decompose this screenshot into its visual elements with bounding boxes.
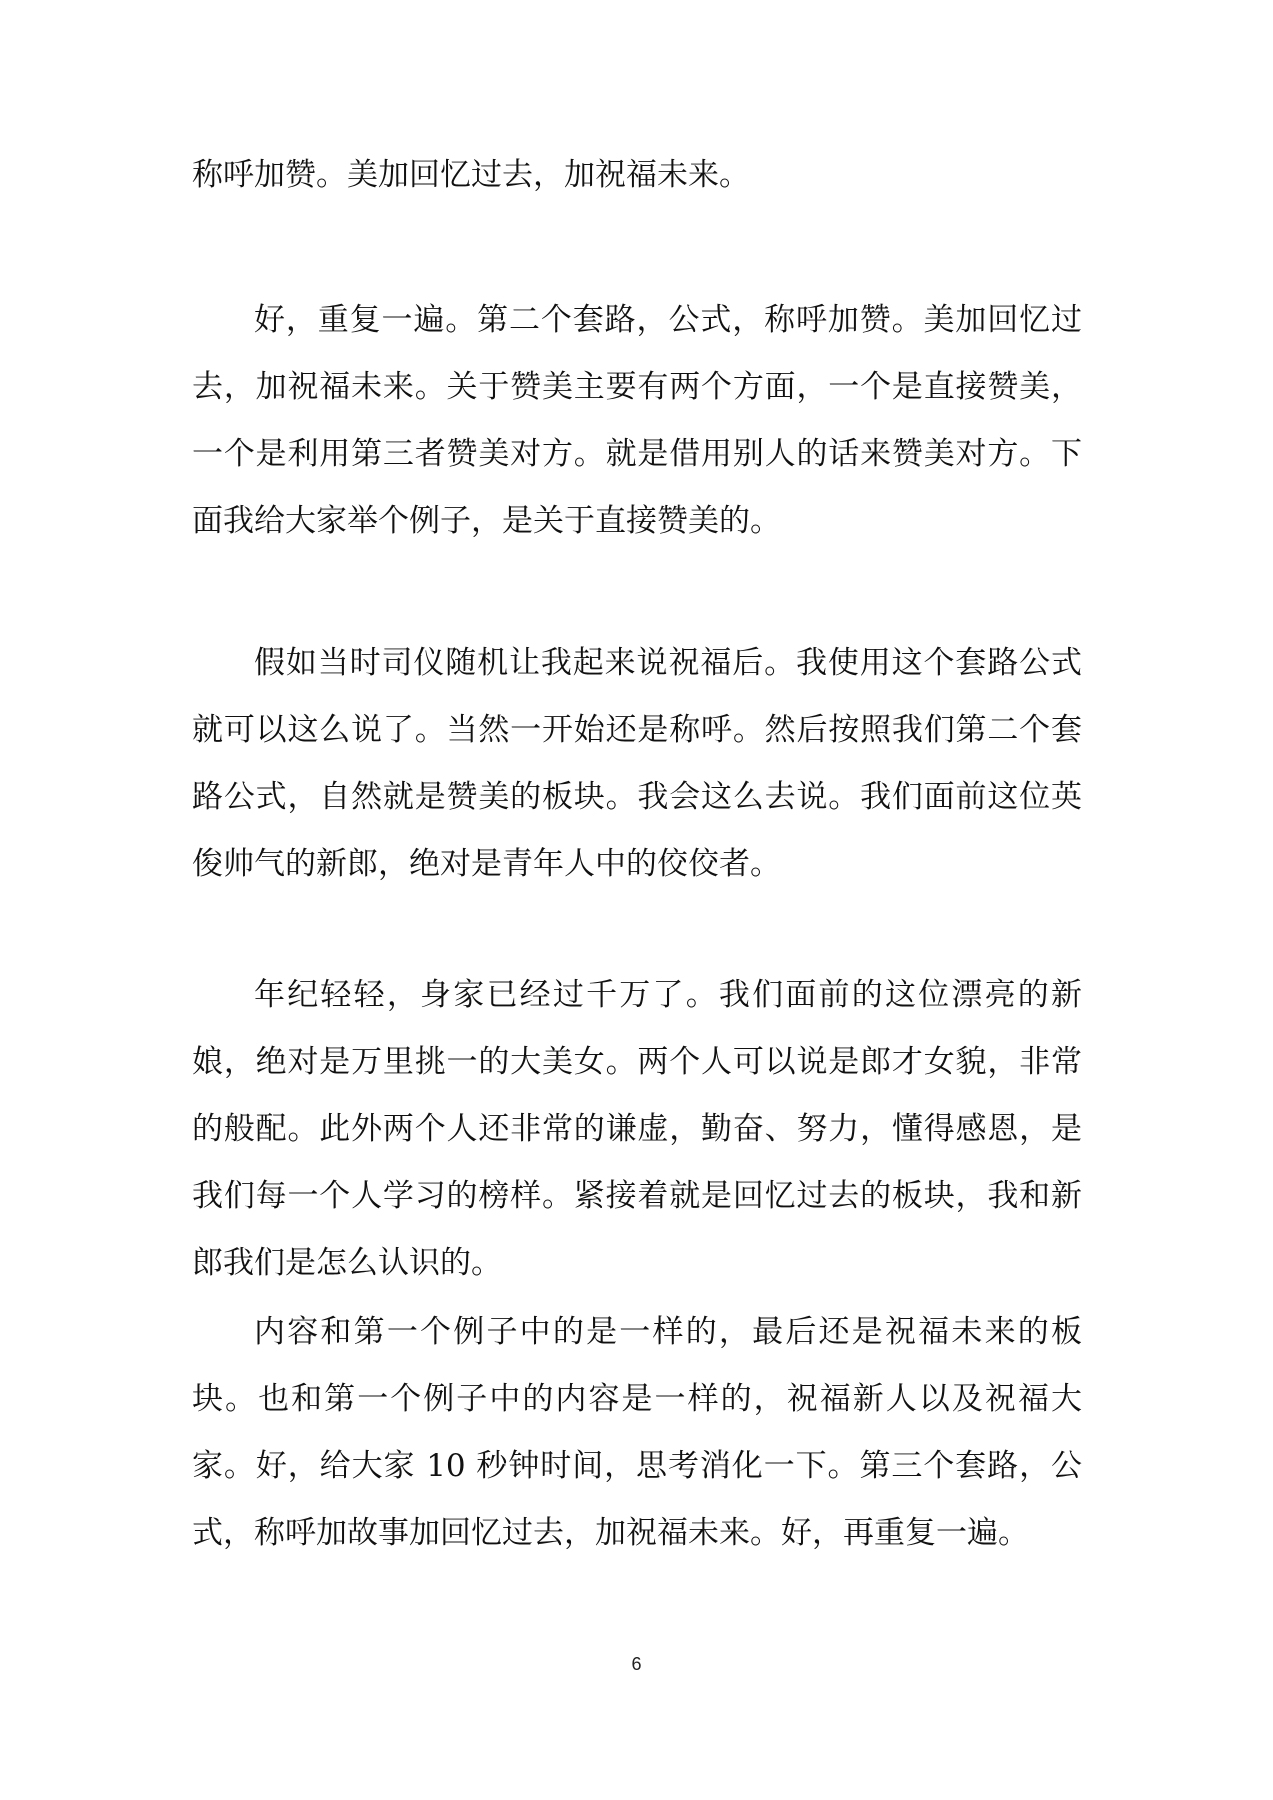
paragraph: 假如当时司仪随机让我起来说祝福后。我使用这个套路公式就可以这么说了。当然一开始还是称呼。然后按照我们第二个套路公式，自然就是赞美的板块。我会这么去说。我们面前这位英俊帅气的新郎，绝对是青年人中的佼佼者。 bbox=[192, 645, 1082, 882]
paragraph: 年纪轻轻，身家已经过千万了。我们面前的这位漂亮的新娘，绝对是万里挑一的大美女。两个人可以说是郎才女貌，非常的般配。此外两个人还非常的谦虚，勤奋、努力，懂得感恩，是我们每一个人学习的榜样。紧接着就是回忆过去的板块，我和新郎我们是怎么认识的。 bbox=[192, 977, 1082, 1281]
paragraph: 好，重复一遍。第二个套路，公式，称呼加赞。美加回忆过去，加祝福未来。关于赞美主要有两个方面，一个是直接赞美，一个是利用第三者赞美对方。就是借用别人的话来赞美对方。下面我给大家举个例子，是关于直接赞美的。 bbox=[192, 302, 1082, 539]
paragraph-continuation: 称呼加赞。美加回忆过去，加祝福未来。 bbox=[192, 157, 750, 193]
page-number: 6 bbox=[631, 1654, 642, 1674]
paragraph: 内容和第一个例子中的是一样的，最后还是祝福未来的板块。也和第一个例子中的内容是一样的，祝福新人以及祝福大家。好，给大家 10 秒钟时间，思考消化一下。第三个套路，公式，称呼加故事加回忆过去，加祝福未来。好，再重复一遍。 bbox=[192, 1314, 1082, 1551]
